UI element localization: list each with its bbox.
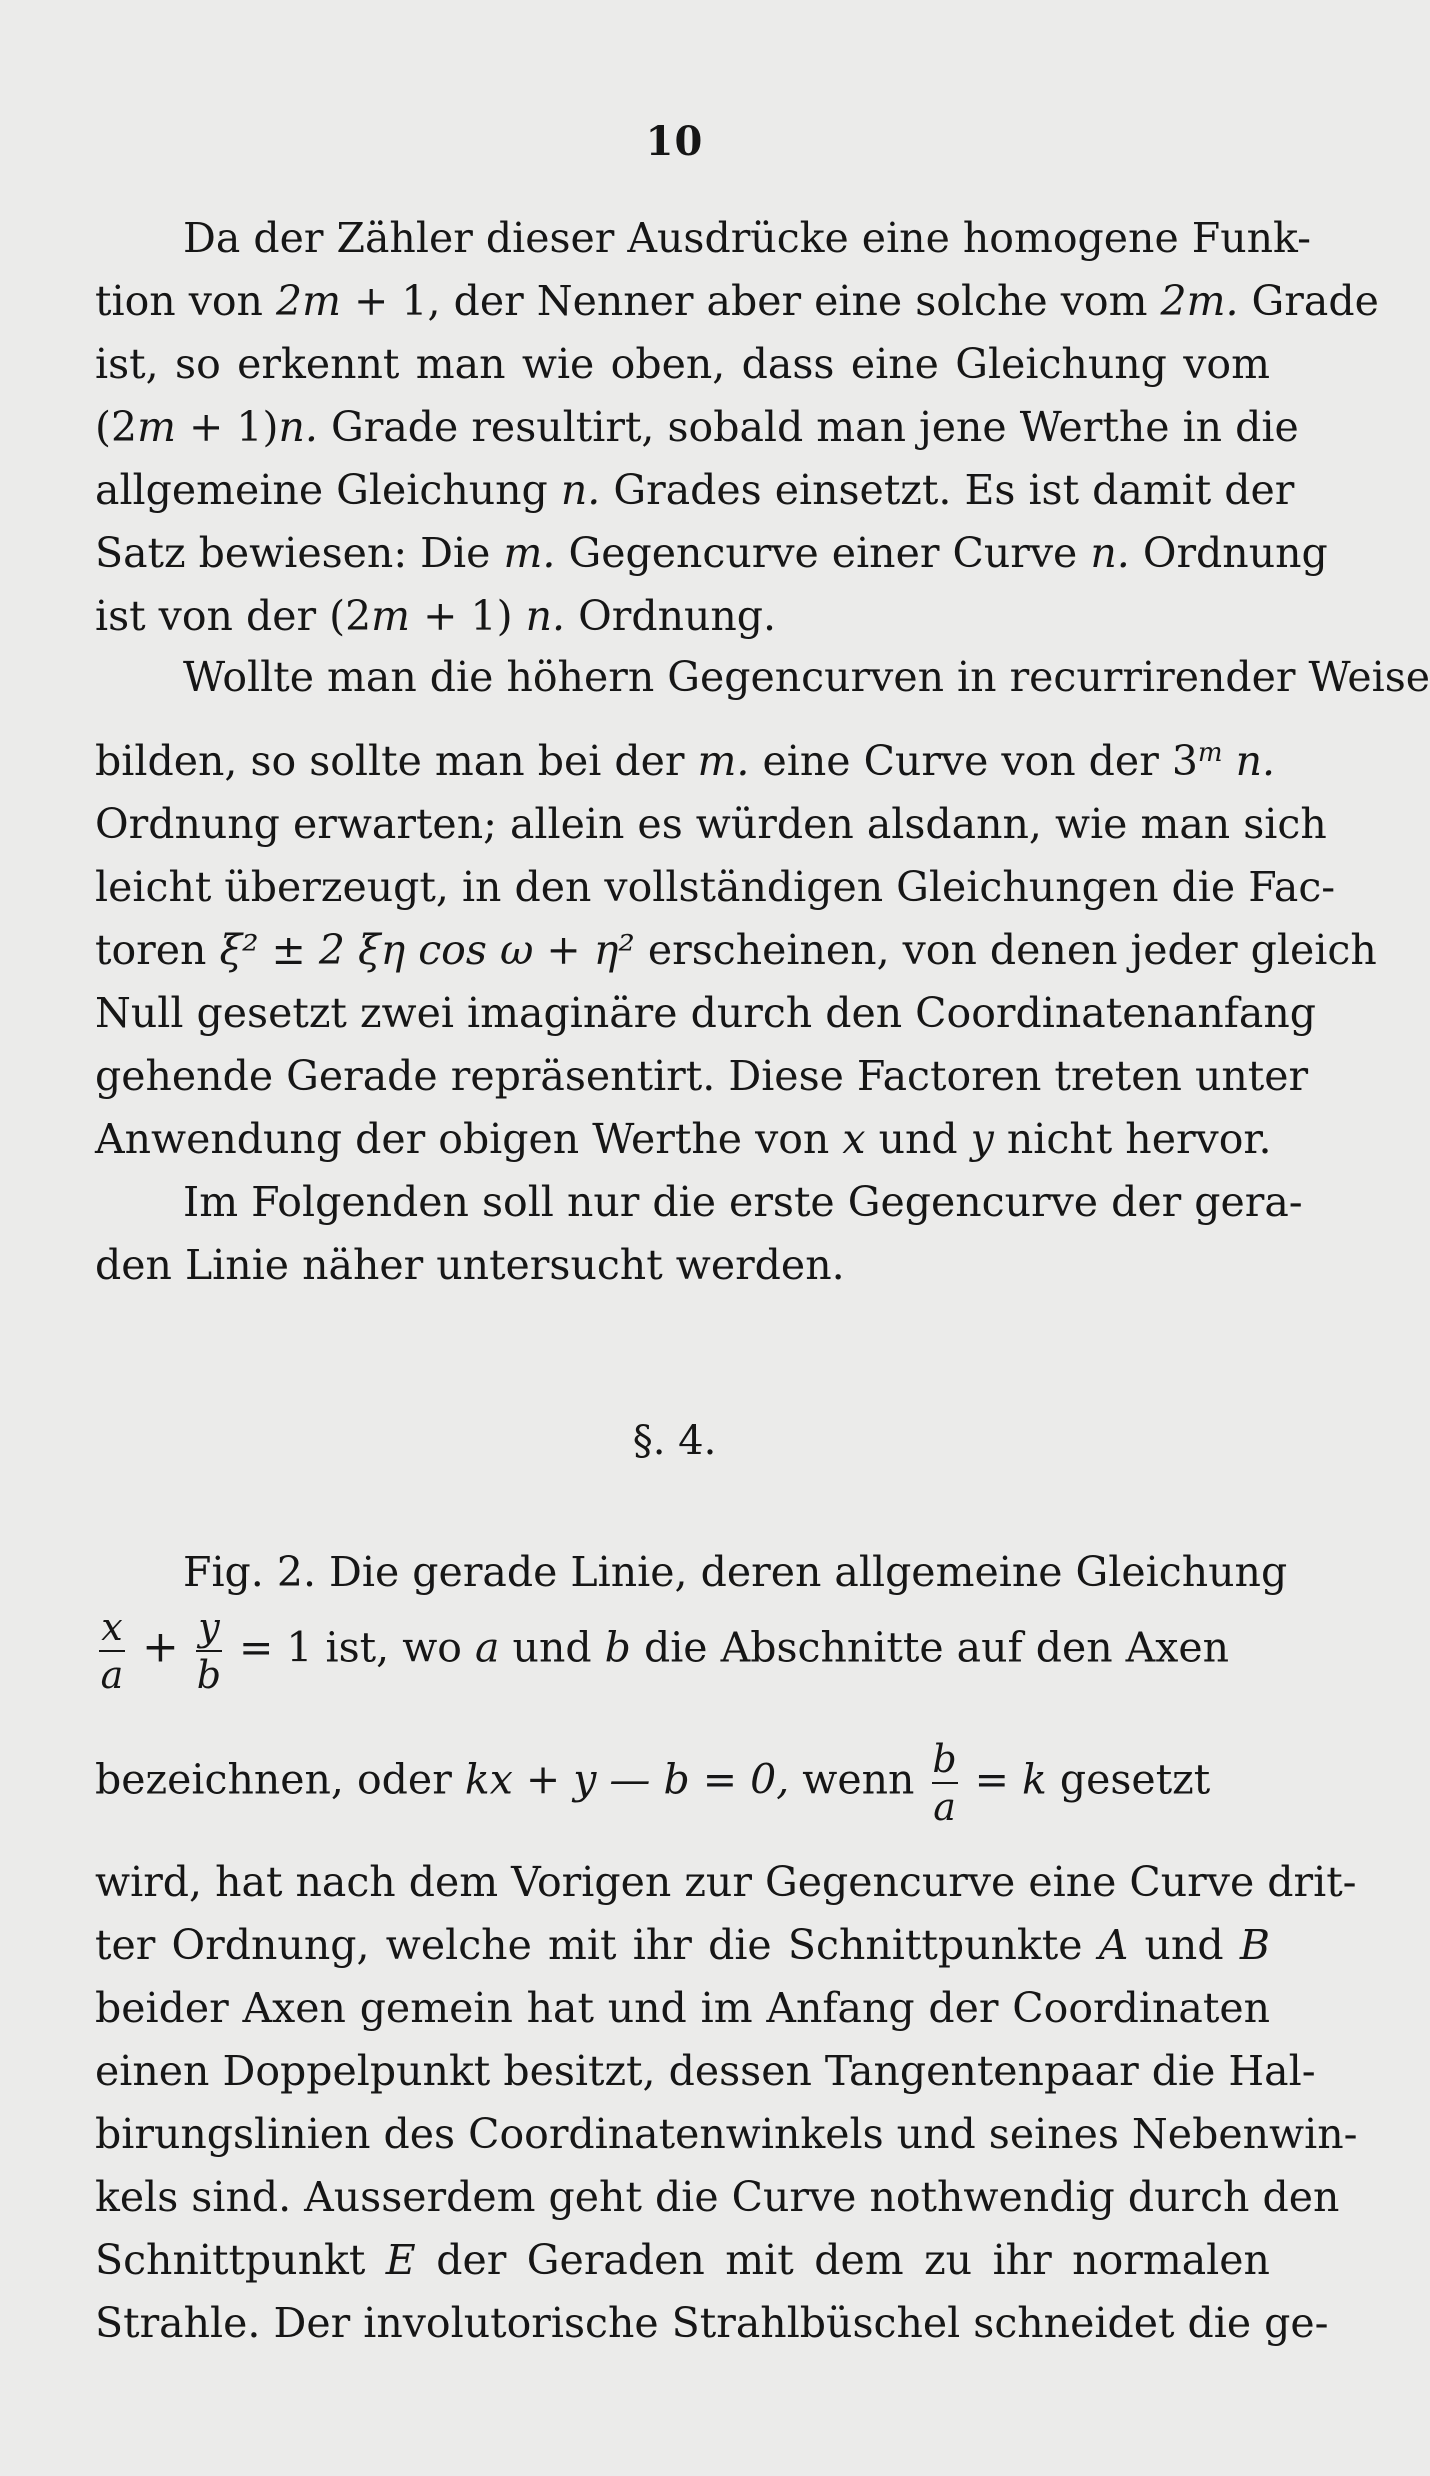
text-line: ter Ordnung, welche mit ihr die Schnittpunkte A und B: [95, 1921, 1270, 1969]
text-line: birungslinien des Coordinatenwinkels und seines Nebenwin-: [95, 2110, 1358, 2158]
text-line: Wollte man die höhern Gegencurven in recurrirender Weise: [183, 653, 1430, 701]
page-number: 10: [645, 118, 704, 165]
text-line: beider Axen gemein hat und im Anfang der Coordinaten: [95, 1984, 1270, 2032]
text-line: wird, hat nach dem Vorigen zur Gegencurve eine Curve drit-: [95, 1858, 1357, 1906]
text-line: kels sind. Ausserdem geht die Curve nothwendig durch den: [95, 2173, 1340, 2221]
text-line: Fig. 2. Die gerade Linie, deren allgemeine Gleichung: [183, 1548, 1288, 1596]
equation-line: $\frac{x}{a}$ + $\frac{y}{b}$ = 1 ist, wo a und b die Abschnitte auf den Axen: [100, 1605, 1230, 1697]
text-line: tion von 2m + 1, der Nenner aber eine solche vom 2m. Grade: [95, 277, 1379, 325]
text-line: Anwendung der obigen Werthe von x und y nicht hervor.: [95, 1115, 1272, 1163]
fraction: $\frac{b}{a}$: [932, 1737, 957, 1829]
text-line: Strahle. Der involutorische Strahlbüschel schneidet die ge-: [95, 2299, 1329, 2347]
text-line: Null gesetzt zwei imaginäre durch den Coordinatenanfang: [95, 989, 1316, 1037]
text-line: toren ξ² ± 2 ξη cos ω + η² erscheinen, von denen jeder gleich: [95, 926, 1377, 974]
text-line: Satz bewiesen: Die m. Gegencurve einer Curve n. Ordnung: [95, 529, 1328, 577]
text-line: ist von der (2m + 1) n. Ordnung.: [95, 592, 777, 640]
fraction: $\frac{x}{a}$: [100, 1605, 124, 1697]
text-line: den Linie näher untersucht werden.: [95, 1241, 845, 1289]
fraction: $\frac{y}{b}$: [196, 1605, 222, 1697]
text-line: allgemeine Gleichung n. Grades einsetzt. Es ist damit der: [95, 466, 1295, 514]
text-line: ist, so erkennt man wie oben, dass eine Gleichung vom: [95, 340, 1270, 388]
equation-line: bezeichnen, oder kx + y — b = 0, wenn $\frac{b}{a}$ = k gesetzt: [95, 1737, 1211, 1829]
section-heading: §. 4.: [632, 1418, 717, 1464]
text-line: (2m + 1)n. Grade resultirt, sobald man jene Werthe in die: [95, 403, 1299, 451]
text-line: bilden, so sollte man bei der m. eine Curve von der 3$^m$ n.: [95, 737, 1276, 785]
text-line: Schnittpunkt E der Geraden mit dem zu ihr normalen: [95, 2236, 1270, 2284]
text-line: gehende Gerade repräsentirt. Diese Factoren treten unter: [95, 1052, 1309, 1100]
text-line: einen Doppelpunkt besitzt, dessen Tangentenpaar die Hal-: [95, 2047, 1316, 2095]
text-line: Ordnung erwarten; allein es würden alsdann, wie man sich: [95, 800, 1327, 848]
text-line: leicht überzeugt, in den vollständigen Gleichungen die Fac-: [95, 863, 1336, 911]
text-line: Da der Zähler dieser Ausdrücke eine homogene Funk-: [183, 214, 1311, 262]
text-line: Im Folgenden soll nur die erste Gegencurve der gera-: [183, 1178, 1303, 1226]
